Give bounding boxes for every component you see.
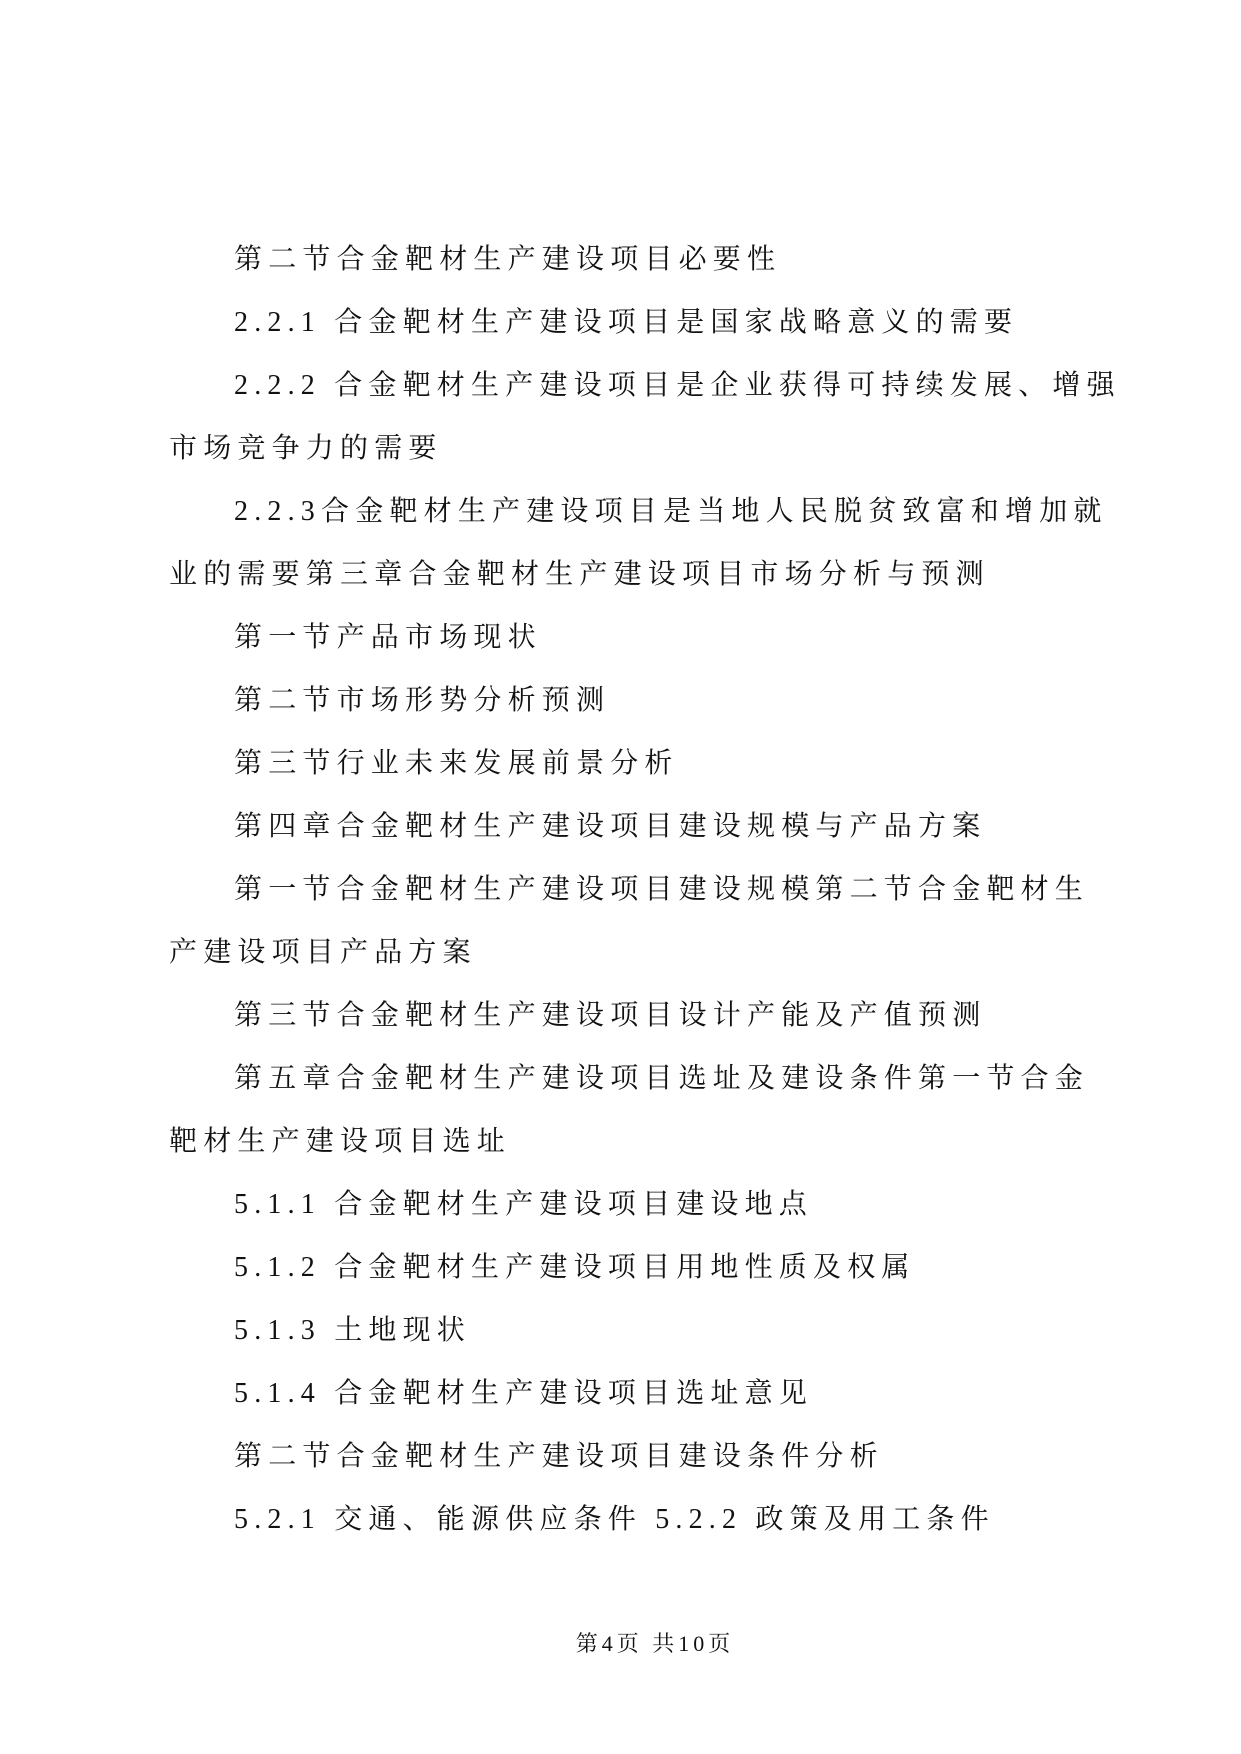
paragraph-line: 第二节合金靶材生产建设项目必要性 xyxy=(234,244,782,275)
section-heading xyxy=(169,228,1179,291)
paragraph-line: 第五章合金靶材生产建设项目选址及建设条件第一节合金 xyxy=(234,1063,1090,1094)
section-heading xyxy=(169,1425,1179,1488)
subsection-item xyxy=(169,1299,1179,1362)
page-number-footer: 第4页 共10页 xyxy=(575,1631,735,1656)
section-heading xyxy=(169,606,1179,669)
paragraph-line: 市场竞争力的需要 xyxy=(169,433,443,464)
paragraph-line: 5.2.1 交通、能源供应条件 5.2.2 政策及用工条件 xyxy=(234,1504,995,1535)
paragraph-line: 靶材生产建设项目选址 xyxy=(169,1126,512,1157)
paragraph-line: 第二节合金靶材生产建设项目建设条件分析 xyxy=(234,1441,884,1472)
chapter-heading xyxy=(169,795,1179,858)
subsection-item xyxy=(169,480,1179,606)
subsection-item xyxy=(169,1362,1179,1425)
paragraph-line: 产建设项目产品方案 xyxy=(169,937,477,968)
paragraph-line: 5.1.2 合金靶材生产建设项目用地性质及权属 xyxy=(234,1252,916,1283)
subsection-item xyxy=(169,1236,1179,1299)
section-heading xyxy=(169,858,1179,984)
section-heading xyxy=(169,984,1179,1047)
paragraph-line: 第四章合金靶材生产建设项目建设规模与产品方案 xyxy=(234,811,987,842)
paragraph-line: 第三节合金靶材生产建设项目设计产能及产值预测 xyxy=(234,1000,987,1031)
paragraph-line: 第二节市场形势分析预测 xyxy=(234,685,611,716)
paragraph-line: 5.1.4 合金靶材生产建设项目选址意见 xyxy=(234,1378,814,1409)
subsection-item xyxy=(169,291,1179,354)
paragraph-line: 第一节产品市场现状 xyxy=(234,622,542,653)
paragraph-line: 5.1.1 合金靶材生产建设项目建设地点 xyxy=(234,1189,814,1220)
section-heading xyxy=(169,732,1179,795)
paragraph-line: 2.2.3合金靶材生产建设项目是当地人民脱贫致富和增加就 xyxy=(234,496,1108,527)
document-body xyxy=(169,228,1179,1551)
chapter-heading xyxy=(169,1047,1179,1173)
subsection-item xyxy=(169,354,1179,480)
section-heading xyxy=(169,669,1179,732)
paragraph-line: 业的需要第三章合金靶材生产建设项目市场分析与预测 xyxy=(169,559,990,590)
subsection-item xyxy=(169,1173,1179,1236)
paragraph-line: 2.2.2 合金靶材生产建设项目是企业获得可持续发展、增强 xyxy=(234,370,1121,401)
subsection-item xyxy=(169,1488,1179,1551)
paragraph-line: 2.2.1 合金靶材生产建设项目是国家战略意义的需要 xyxy=(234,307,1019,338)
paragraph-line: 第三节行业未来发展前景分析 xyxy=(234,748,679,779)
paragraph-line: 第一节合金靶材生产建设项目建设规模第二节合金靶材生 xyxy=(234,874,1090,905)
paragraph-line: 5.1.3 土地现状 xyxy=(234,1315,472,1346)
